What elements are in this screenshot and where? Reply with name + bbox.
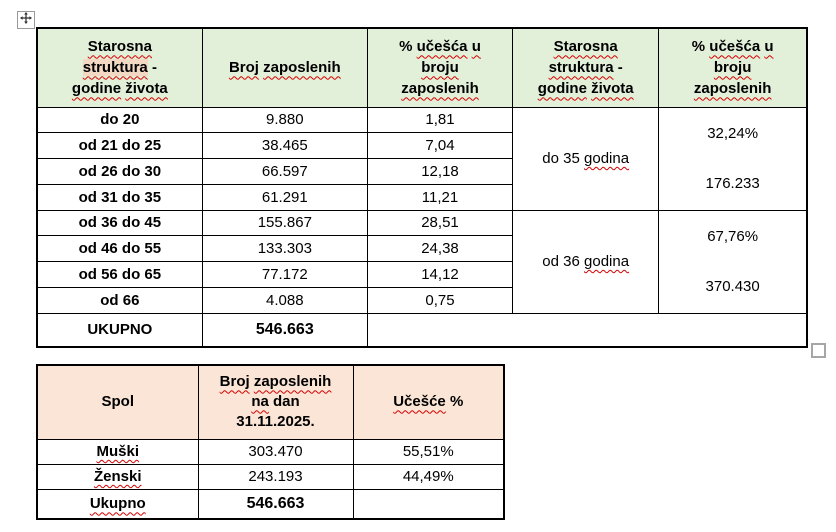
- age-band-cell[interactable]: od 21 do 25: [37, 133, 202, 159]
- table-row: [37, 107, 807, 133]
- header-employee-count-date[interactable]: [198, 365, 353, 439]
- header-age-structure-2[interactable]: [513, 28, 659, 107]
- count-cell[interactable]: 243.193: [198, 464, 353, 489]
- percent-cell[interactable]: 11,21: [367, 184, 512, 210]
- header-word: broju: [713, 59, 752, 77]
- count-cell[interactable]: 155.867: [202, 210, 367, 236]
- gender-label: Ženski: [93, 468, 142, 485]
- count-cell[interactable]: 77.172: [202, 262, 367, 288]
- group-label-word: godina: [584, 150, 630, 167]
- header-percent-share[interactable]: [367, 28, 512, 107]
- group-under-35-values-cell[interactable]: [659, 107, 807, 210]
- percent-cell[interactable]: 7,04: [367, 133, 512, 159]
- header-word: dan: [273, 393, 300, 411]
- age-band-cell[interactable]: od 46 do 55: [37, 236, 202, 262]
- header-word: učešća: [416, 38, 468, 56]
- table-row: [37, 464, 504, 489]
- header-word: godine: [537, 80, 587, 98]
- header-word: Spol: [101, 393, 134, 411]
- total-label-cell[interactable]: [37, 489, 198, 519]
- count-cell[interactable]: 38.465: [202, 133, 367, 159]
- header-word: u: [764, 38, 774, 56]
- table-move-handle[interactable]: [17, 11, 35, 29]
- header-gender[interactable]: [37, 365, 198, 439]
- header-word: Učešće: [393, 393, 446, 411]
- count-cell[interactable]: 9.880: [202, 107, 367, 133]
- total-count-cell[interactable]: 546.663: [198, 489, 353, 519]
- header-age-structure[interactable]: [37, 28, 202, 107]
- age-band-cell[interactable]: od 56 do 65: [37, 262, 202, 288]
- age-band-cell[interactable]: od 36 do 45: [37, 210, 202, 236]
- percent-cell[interactable]: 24,38: [367, 236, 512, 262]
- group-label-word: godina: [584, 253, 630, 270]
- percent-cell[interactable]: 28,51: [367, 210, 512, 236]
- move-four-way-arrow-icon: [20, 11, 32, 29]
- group-label: do 35: [542, 150, 580, 167]
- header-word: %: [449, 393, 464, 411]
- header-word: Starosna: [553, 38, 618, 56]
- percent-cell[interactable]: 55,51%: [353, 439, 504, 464]
- table-row: [37, 210, 807, 236]
- header-word: -: [617, 59, 623, 77]
- percent-cell[interactable]: 12,18: [367, 159, 512, 185]
- header-word: %: [691, 38, 706, 56]
- total-row: [37, 489, 504, 519]
- gender-label-cell[interactable]: [37, 464, 198, 489]
- total-empty-cell[interactable]: [367, 313, 807, 347]
- percent-cell[interactable]: 14,12: [367, 262, 512, 288]
- age-table-header-row: [37, 28, 807, 107]
- gender-label-cell[interactable]: [37, 439, 198, 464]
- group-label: od 36: [542, 253, 580, 270]
- header-word: -: [151, 59, 157, 77]
- age-band-cell[interactable]: od 31 do 35: [37, 184, 202, 210]
- count-cell[interactable]: 66.597: [202, 159, 367, 185]
- gender-table: [36, 364, 505, 520]
- header-word: broju: [421, 59, 459, 77]
- age-band-cell[interactable]: od 66: [37, 287, 202, 313]
- header-word: struktura: [548, 59, 614, 77]
- group-count-value: 176.233: [705, 175, 760, 192]
- header-date: 31.11.2025.: [236, 413, 315, 431]
- header-share-percent[interactable]: [353, 365, 504, 439]
- count-cell[interactable]: 303.470: [198, 439, 353, 464]
- header-word: zaposlenih: [401, 80, 479, 98]
- count-cell[interactable]: 61.291: [202, 184, 367, 210]
- group-percent-value: 32,24%: [707, 125, 759, 142]
- total-empty-cell[interactable]: [353, 489, 504, 519]
- header-word: zaposlenih: [693, 80, 772, 98]
- table-resize-handle[interactable]: [811, 343, 826, 358]
- age-band-cell[interactable]: od 26 do 30: [37, 159, 202, 185]
- count-cell[interactable]: 4.088: [202, 287, 367, 313]
- header-word: Starosna: [87, 38, 152, 56]
- header-word: zaposlenih: [253, 373, 332, 391]
- total-label: Ukupno: [89, 495, 146, 513]
- highlighted-word: struktura: [82, 59, 148, 77]
- group-percent-value: 67,76%: [707, 228, 759, 245]
- header-word: života: [591, 80, 634, 98]
- header-word: života: [125, 80, 168, 98]
- header-word: godine: [71, 80, 122, 98]
- header-word: na: [251, 393, 269, 411]
- percent-cell[interactable]: 44,49%: [353, 464, 504, 489]
- header-word: učešća: [709, 38, 761, 56]
- age-structure-table: [36, 27, 808, 348]
- header-word: Broj: [228, 59, 259, 77]
- group-over-36-label-cell[interactable]: [513, 210, 659, 313]
- count-cell[interactable]: 133.303: [202, 236, 367, 262]
- total-row: [37, 313, 807, 347]
- gender-table-header-row: [37, 365, 504, 439]
- total-count-cell[interactable]: 546.663: [202, 313, 367, 347]
- gender-label: Muški: [96, 443, 139, 460]
- group-count-value: 370.430: [705, 278, 760, 295]
- header-word: u: [471, 38, 481, 56]
- age-band-cell[interactable]: do 20: [37, 107, 202, 133]
- header-word: Broj: [219, 373, 250, 391]
- group-over-36-values-cell[interactable]: [659, 210, 807, 313]
- header-word: zaposlenih: [263, 59, 341, 77]
- total-label-cell[interactable]: UKUPNO: [37, 313, 202, 347]
- percent-cell[interactable]: 1,81: [367, 107, 512, 133]
- table-row: [37, 439, 504, 464]
- header-word: %: [399, 38, 413, 56]
- percent-cell[interactable]: 0,75: [367, 287, 512, 313]
- header-employee-count[interactable]: [202, 28, 367, 107]
- group-under-35-label-cell[interactable]: [513, 107, 659, 210]
- header-percent-share-2[interactable]: [659, 28, 807, 107]
